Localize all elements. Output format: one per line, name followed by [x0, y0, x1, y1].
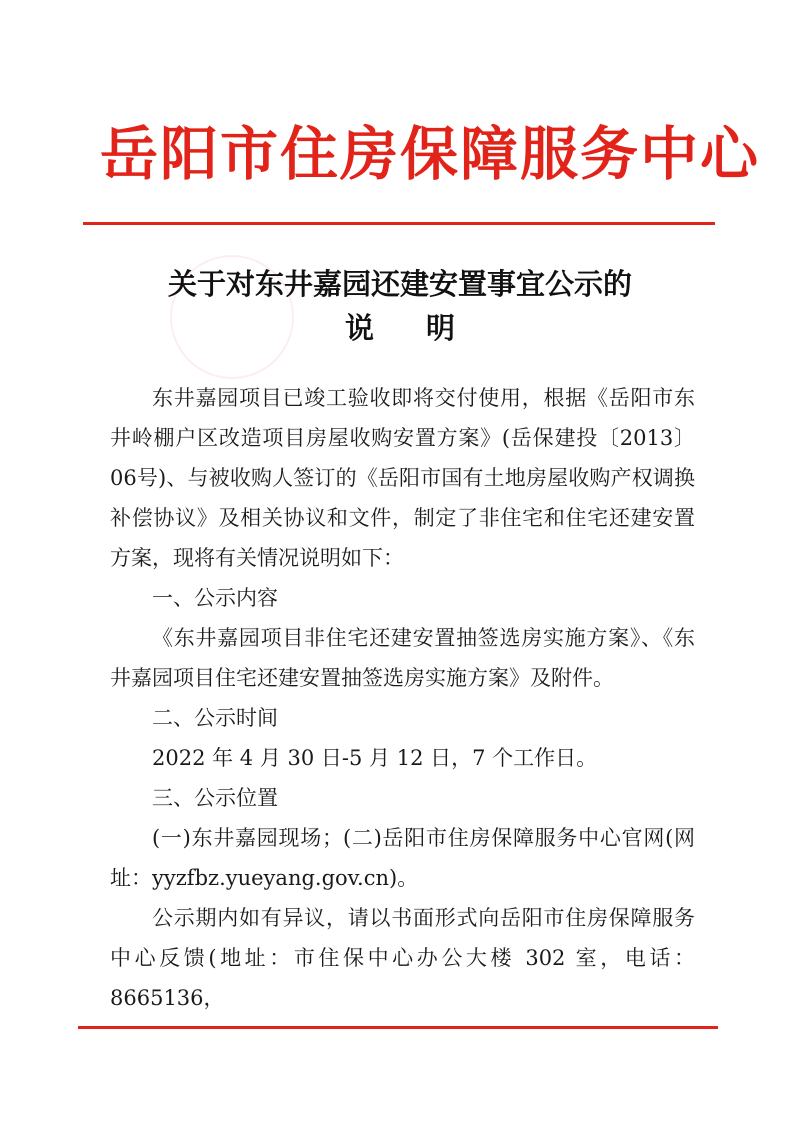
document-title-line1: 关于对东井嘉园还建安置事宜公示的: [167, 267, 632, 301]
document-title-line2: 说明: [344, 311, 507, 345]
section-heading-time: 二、公示时间: [152, 706, 278, 730]
document-body: [110, 378, 695, 1018]
section-text-content: 《东井嘉园项目非住宅还建安置抽签选房实施方案》、《东井嘉园项目住宅还建安置抽签选房实施方案》及附件。: [110, 626, 695, 690]
footer-red-rule: [78, 1026, 718, 1029]
section-heading-content: 一、公示内容: [152, 586, 278, 610]
section-text-location: (一)东井嘉园现场；(二)岳阳市住房保障服务中心官网(网址：yyzfbz.yueyang.gov.cn)。: [110, 826, 695, 890]
letterhead-red-rule: [83, 222, 715, 225]
section-text-time: 2022 年 4 月 30 日-5 月 12 日，7 个工作日。: [152, 746, 598, 770]
intro-paragraph: 东井嘉园项目已竣工验收即将交付使用，根据《岳阳市东井岭棚户区改造项目房屋收购安置方案》(岳保建投〔2013〕06号)、与被收购人签订的《岳阳市国有土地房屋收购产权调换补偿协议》及相关协议和文件，制定了非住宅和住宅还建安置方案，现将有关情况说明如下：: [110, 386, 695, 570]
objection-paragraph: 公示期内如有异议，请以书面形式向岳阳市住房保障服务中心反馈(地址：市住保中心办公大楼 302 室，电话：8665136，: [110, 906, 695, 1010]
letterhead-org-name: 岳阳市住房保障服务中心: [100, 120, 761, 188]
section-heading-location: 三、公示位置: [152, 786, 278, 810]
